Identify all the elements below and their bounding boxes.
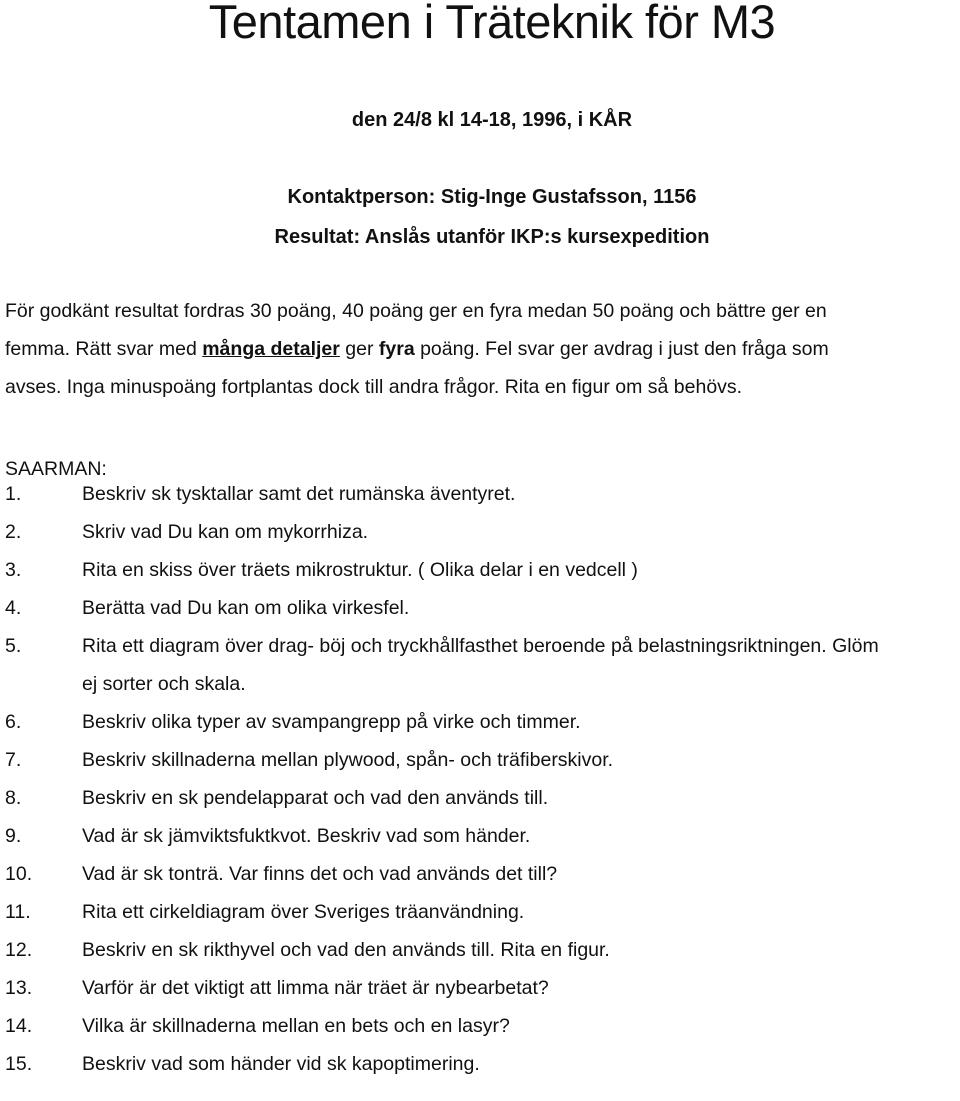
question-number: 9. <box>5 825 22 847</box>
result-info: Resultat: Anslås utanför IKP:s kursexpedition <box>274 226 710 248</box>
question-text: Beskriv vad som händer vid sk kapoptimering. <box>82 1053 480 1075</box>
question-number: 7. <box>5 749 22 771</box>
section-heading: SAARMAN: <box>5 458 107 480</box>
emphasis-four: fyra <box>378 338 415 360</box>
question-item <box>5 1045 960 1083</box>
intro-line-2 <box>5 330 955 368</box>
question-text: Beskriv sk tysktallar samt det rumänska äventyret. <box>82 483 516 505</box>
question-item <box>5 931 960 969</box>
question-text: Vad är sk jämviktsfuktkvot. Beskriv vad som händer. <box>82 825 531 847</box>
question-item <box>5 475 960 513</box>
question-item <box>5 779 960 817</box>
question-item <box>5 551 960 589</box>
question-number: 12. <box>5 939 33 961</box>
question-text: Skriv vad Du kan om mykorrhiza. <box>82 521 369 543</box>
question-item <box>5 703 960 741</box>
intro-line-1: För godkänt resultat fordras 30 poäng, 40 poäng ger en fyra medan 50 poäng och bättre ger en <box>5 300 827 322</box>
question-number: 11. <box>5 901 31 923</box>
question-number: 5. <box>5 635 22 657</box>
question-number: 15. <box>5 1053 33 1075</box>
question-number: 1. <box>5 483 22 505</box>
question-number: 8. <box>5 787 22 809</box>
question-text: Beskriv skillnaderna mellan plywood, spån- och träfiberskivor. <box>82 749 614 771</box>
intro-text-e: poäng. Fel svar ger avdrag i just den fråga som <box>414 338 829 360</box>
question-number: 10. <box>5 863 33 885</box>
question-item <box>5 969 960 1007</box>
question-text: Varför är det viktigt att limma när träet är nybearbetat? <box>82 977 549 999</box>
question-text: Beskriv en sk pendelapparat och vad den används till. <box>82 787 549 809</box>
question-item <box>5 893 960 931</box>
question-number: 13. <box>5 977 33 999</box>
question-item <box>5 1007 960 1045</box>
question-text: Beskriv olika typer av svampangrepp på virke och timmer. <box>82 711 581 733</box>
question-number: 6. <box>5 711 22 733</box>
intro-text-a: femma. Rätt svar med <box>5 338 203 360</box>
question-text: Rita ett cirkeldiagram över Sveriges träanvändning. <box>82 901 525 923</box>
intro-line-3: avses. Inga minuspoäng fortplantas dock till andra frågor. Rita en figur om så behövs. <box>5 376 743 398</box>
question-text: Rita ett diagram över drag- böj och tryckhållfasthet beroende på belastningsriktningen. Glöm <box>82 635 879 657</box>
question-item <box>5 817 960 855</box>
question-number: 2. <box>5 521 22 543</box>
page-title: Tentamen i Träteknik för M3 <box>208 0 776 48</box>
question-item <box>5 589 960 627</box>
exam-date: den 24/8 kl 14-18, 1996, i KÅR <box>351 109 633 131</box>
question-text-continued: ej sorter och skala. <box>82 673 246 695</box>
emphasis-many-details: många detaljer <box>202 338 340 360</box>
question-text: Vilka är skillnaderna mellan en bets och en lasyr? <box>82 1015 510 1037</box>
intro-text-c: ger <box>339 338 379 360</box>
contact-person: Kontaktperson: Stig-Inge Gustafsson, 1156 <box>287 186 697 208</box>
question-text: Vad är sk tonträ. Var finns det och vad används det till? <box>82 863 558 885</box>
question-text: Berätta vad Du kan om olika virkesfel. <box>82 597 410 619</box>
question-item <box>5 855 960 893</box>
intro-paragraph <box>5 292 955 406</box>
question-number: 14. <box>5 1015 33 1037</box>
question-item <box>5 741 960 779</box>
question-item <box>5 513 960 551</box>
question-number: 3. <box>5 559 22 581</box>
question-text: Beskriv en sk rikthyvel och vad den används till. Rita en figur. <box>82 939 610 961</box>
question-number: 4. <box>5 597 22 619</box>
question-text: Rita en skiss över träets mikrostruktur. ( Olika delar i en vedcell ) <box>82 559 638 581</box>
question-item <box>5 627 960 703</box>
question-list <box>5 475 960 1083</box>
